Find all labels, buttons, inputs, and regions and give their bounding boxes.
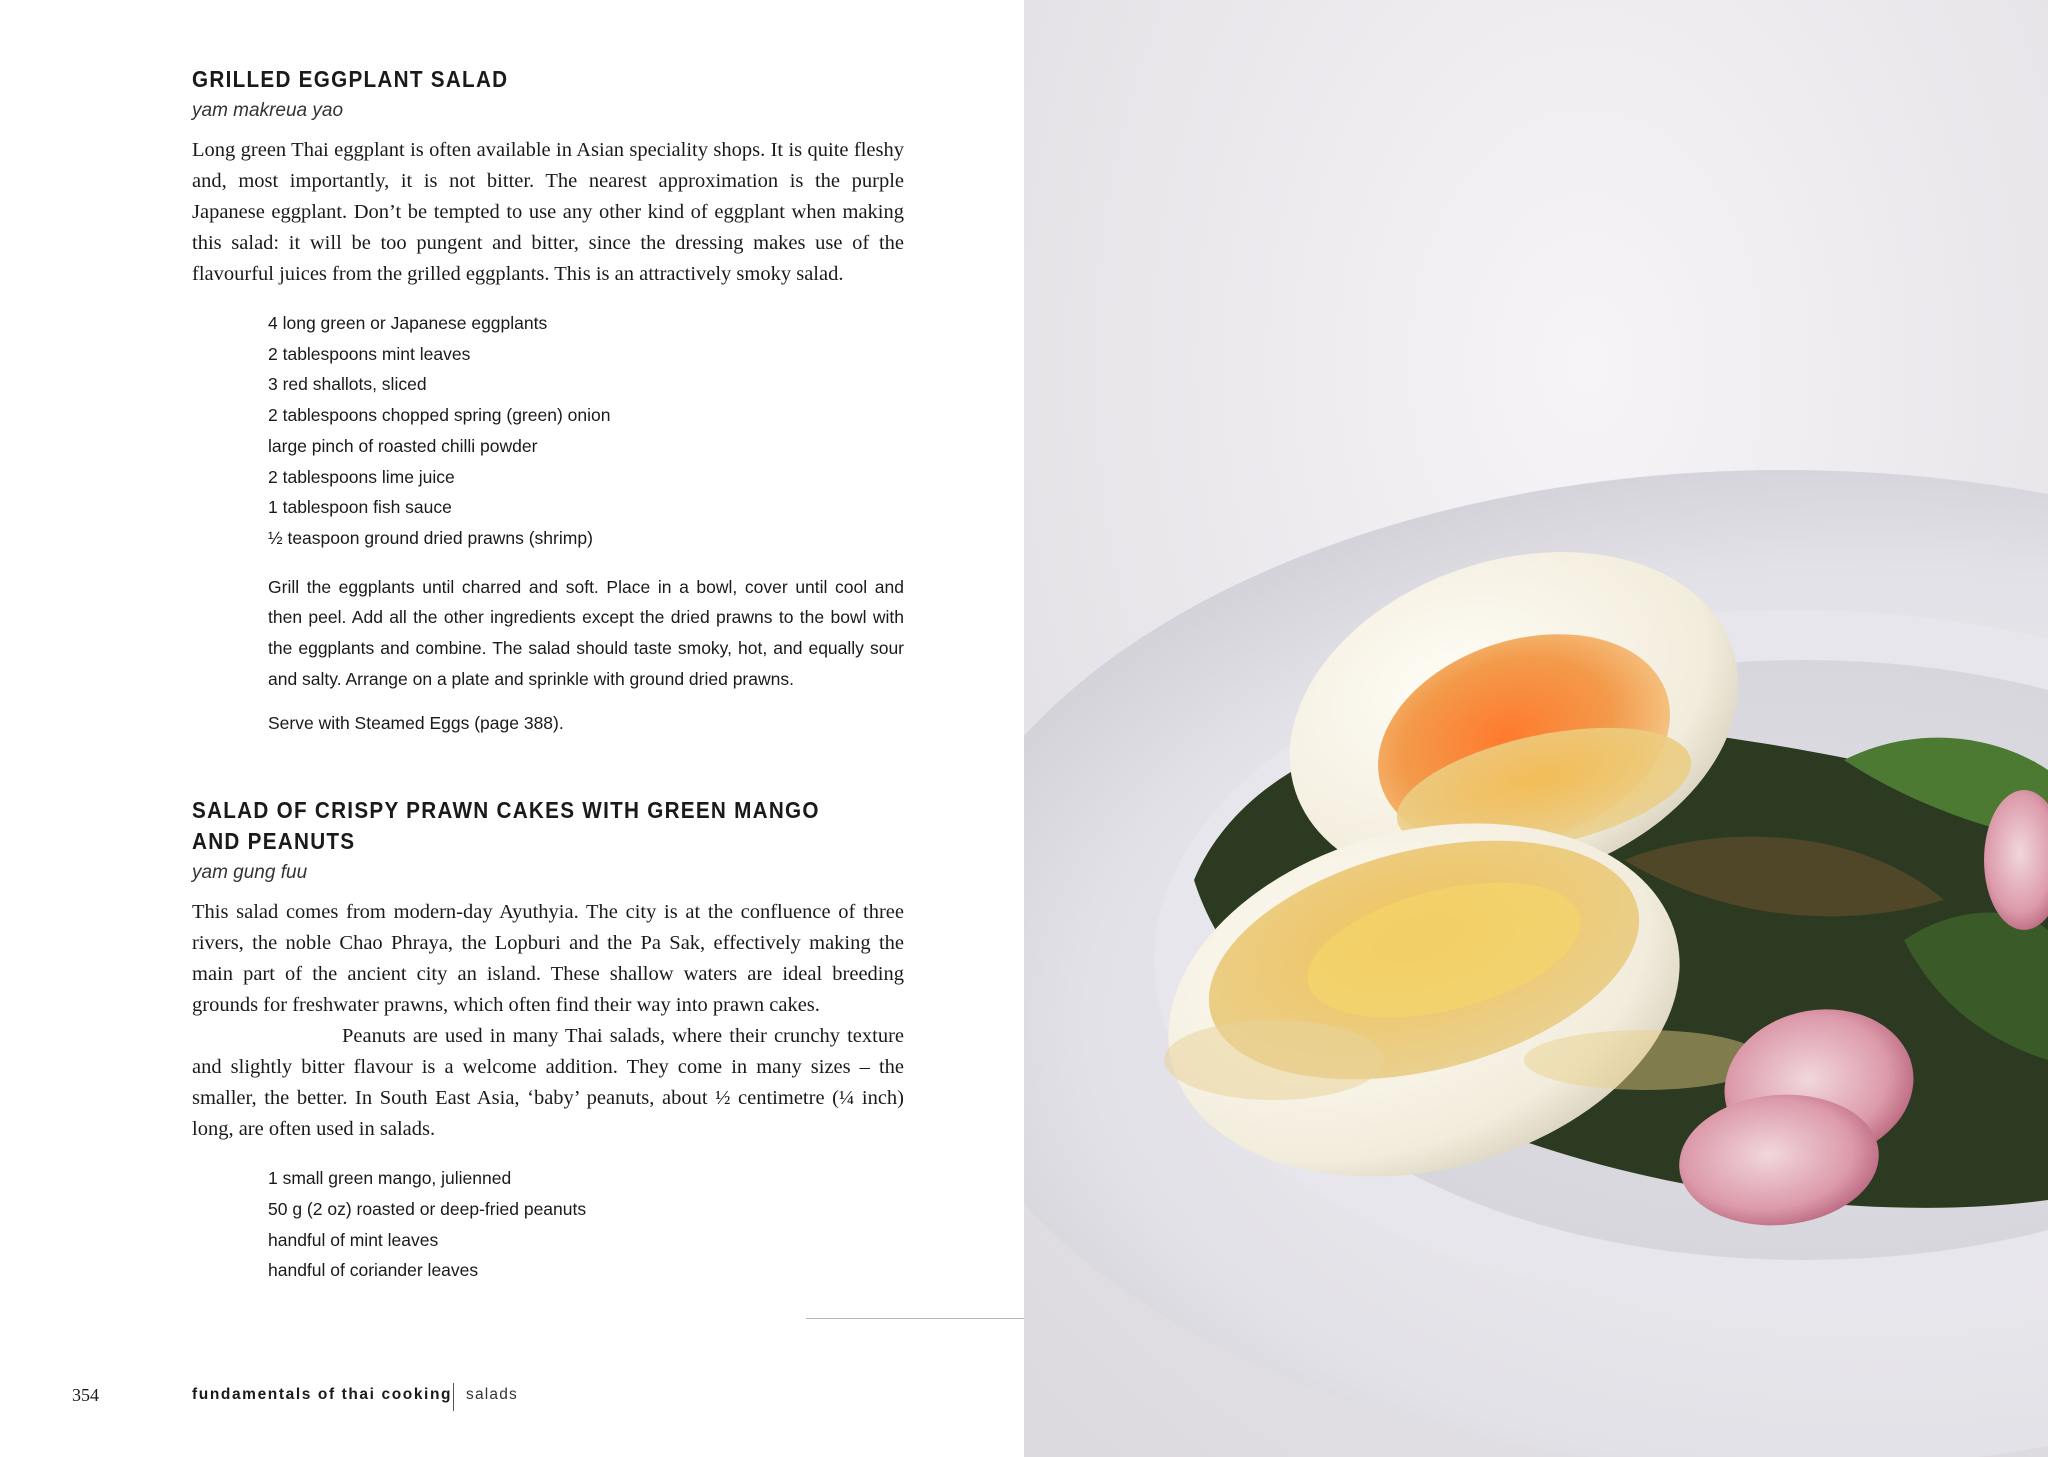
recipe-grilled-eggplant [192,64,904,739]
recipe-title-line: AND PEANUTS [192,828,356,855]
recipe-method: Grill the eggplants until charred and soft. Place in a bowl, cover until cool and then peel. Add all the other ingredients except the dried prawns to the bowl with the eggplants and combine. The salad should taste smoky, hot, and equally sour and salty. Arrange on a plate and sprinkle with ground dried prawns. [268,576,904,689]
intro-paragraph: This salad comes from modern-day Ayuthyia. The city is at the confluence of three rivers, the noble Chao Phraya, the Lopburi and the Pa Sak, effectively making the main part of the ancient city an island. These shallow waters are ideal breeding grounds for freshwater prawns, which often find their way into prawn cakes. [192,901,904,1017]
recipe-thai-name: yam makreua yao [192,100,344,121]
ingredient-item: handful of mint leaves [268,1229,439,1250]
ingredient-item: 2 tablespoons mint leaves [268,343,471,364]
ingredient-item: handful of coriander leaves [268,1260,479,1281]
ingredient-item: 2 tablespoons lime juice [268,466,455,487]
ingredient-item: 4 long green or Japanese eggplants [268,313,548,333]
page-number: 354 [72,1385,99,1405]
recipe-thai-name: yam gung fuu [192,862,308,884]
intro-paragraph: Peanuts are used in many Thai salads, where their crunchy texture and slightly bitter flavour is a welcome addition. They come in many sizes – the smaller, the better. In South East Asia, ‘baby’ peanuts, about ½ centimetre (¼ inch) long, are often used in salads. [192,1025,904,1141]
intro-paragraph: Long green Thai eggplant is often available in Asian speciality shops. It is quite fleshy and, most importantly, it is not bitter. The nearest approximation is the purple Japanese eggplant. Don’t be tempted to use any other kind of eggplant when making this salad: it will be too pungent and bitter, since the dressing makes use of the flavourful juices from the grilled eggplants. This is an attractively smoky salad. [192,139,904,285]
ingredient-item: ½ teaspoon ground dried prawns (shrimp) [268,527,593,548]
ingredient-item: 1 small green mango, julienned [268,1168,512,1189]
ingredient-item: 3 red shallots, sliced [268,374,427,395]
footer-section: salads [466,1386,519,1403]
recipe-serving-note: Serve with Steamed Eggs (page 388). [268,713,564,734]
recipe-prawn-cake-salad [192,795,904,1286]
caption-divider [806,1318,1024,1319]
ingredient-item: 50 g (2 oz) roasted or deep-fried peanuts [268,1198,587,1219]
recipe-title [192,795,833,857]
ingredient-list [268,1163,904,1286]
photo-egg-salad [1024,0,2048,1457]
page-footer [0,1383,1024,1411]
recipe-intro [192,897,904,1145]
recipe-title: GRILLED EGGPLANT SALAD [192,66,509,92]
ingredient-item: 1 tablespoon fish sauce [268,497,452,518]
ingredient-item: 2 tablespoons chopped spring (green) onion [268,405,611,426]
recipe-intro [192,135,904,290]
recipe-title-line: SALAD OF CRISPY PRAWN CAKES WITH GREEN MANGO [192,797,820,824]
footer-book-title: fundamentals of thai cooking [192,1386,453,1403]
ingredient-list [268,308,904,554]
page-content [192,64,904,1286]
footer-divider [453,1383,454,1411]
food-photo-illustration [1024,0,2048,1457]
ingredient-item: large pinch of roasted chilli powder [268,435,538,456]
